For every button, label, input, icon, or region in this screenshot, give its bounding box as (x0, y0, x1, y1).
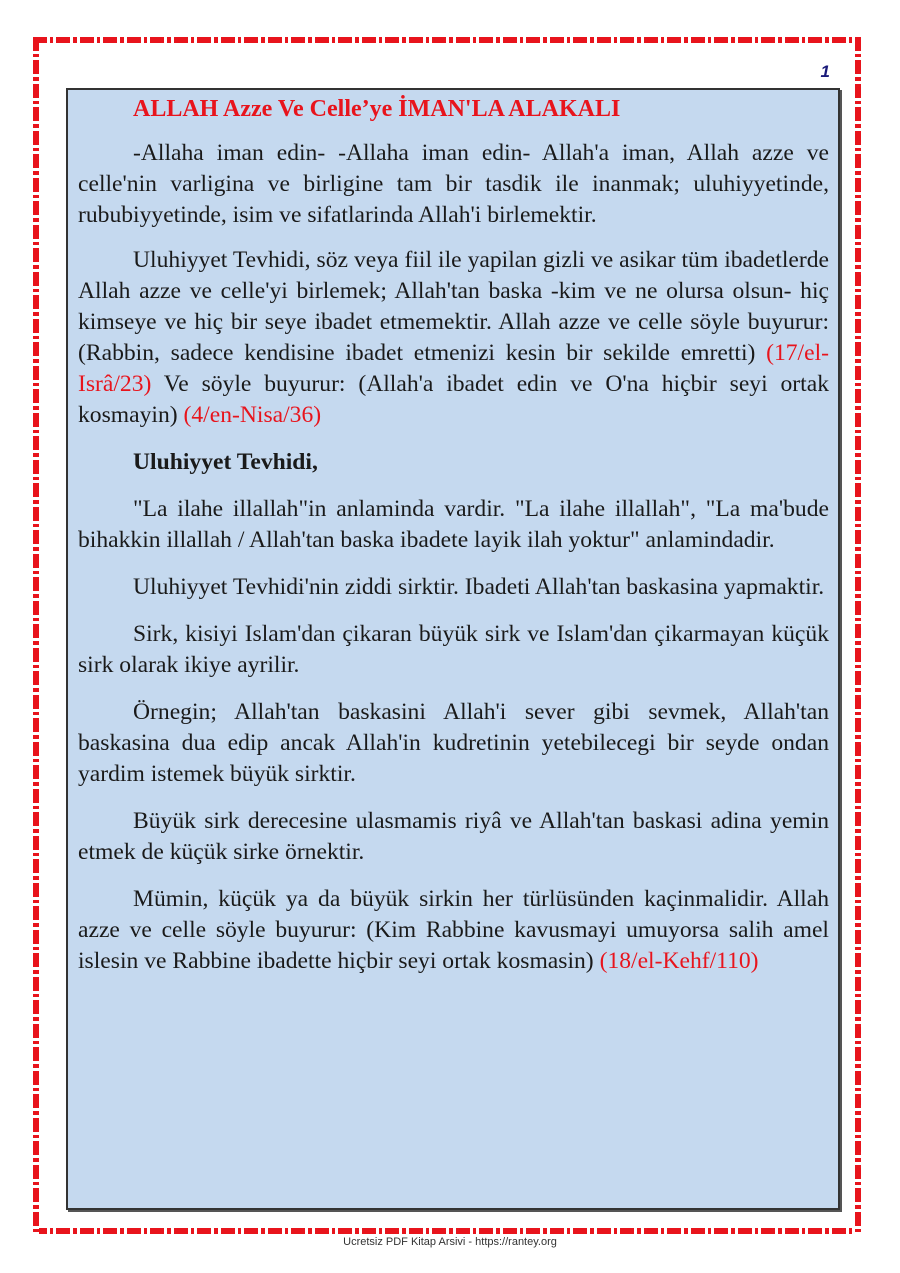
border-right (855, 37, 861, 1234)
verse-reference: (17/el-Isrâ/23) (78, 340, 829, 397)
paragraph-7: Büyük sirk derecesine ulasmamis riyâ ve Allah'tan baskasi adina yemin etmek de küçük sirke örnektir. (78, 808, 829, 865)
border-bottom (33, 1228, 861, 1234)
paragraph-6: Örnegin; Allah'tan baskasini Allah'i sever gibi sevmek, Allah'tan baskasina dua edip ancak Allah'in kudretinin yetebilecegi bir seyde ondan yardim istemek büyük sirktir. (78, 699, 829, 787)
content-box (66, 88, 840, 1210)
paragraph-1: -Allaha iman edin- -Allaha iman edin- Allah'a iman, Allah azze ve celle'nin varligina ve birligine tam bir tasdik ile inanmak; uluhiyyetinde, rububiyyetinde, isim ve sifatlarinda Allah'i birlemektir. (78, 140, 829, 228)
page-number: 1 (820, 62, 830, 81)
paragraph-5: Sirk, kisiyi Islam'dan çikaran büyük sirk ve Islam'dan çikarmayan küçük sirk olarak ikiye ayrilir. (78, 621, 829, 678)
paragraph-8 (78, 884, 829, 977)
border-top (33, 37, 861, 43)
paragraph-8-text: Mümin, küçük ya da büyük sirkin her türlüsünden kaçinmalidir. Allah azze ve celle söyle buyurur: (Kim Rabbine kavusmayi umuyorsa salih amel islesin ve Rabbine ibadette hiçbir seyi ortak kosmasin) (78, 886, 829, 974)
paragraph-3: "La ilahe illallah"in anlaminda vardir. "La ilahe illallah", "La ma'bude bihakkin illallah / Allah'tan baska ibadete layik ilah yoktur" anlamindadir. (78, 496, 829, 553)
paragraph-2-text-2: Ve söyle buyurur: (Allah'a ibadet edin ve O'na hiçbir seyi ortak kosmayin) (78, 371, 829, 428)
verse-reference: (18/el-Kehf/110) (599, 948, 759, 974)
paragraph-4: Uluhiyyet Tevhidi'nin ziddi sirktir. Ibadeti Allah'tan baskasina yapmaktir. (133, 574, 825, 600)
border-left (33, 37, 39, 1234)
subheading: Uluhiyyet Tevhidi, (133, 449, 318, 475)
footer-link[interactable]: Ucretsiz PDF Kitap Arsivi - https://rantey.org (343, 1236, 557, 1248)
paragraph-2 (78, 245, 829, 431)
verse-reference: (4/en-Nisa/36) (183, 402, 322, 428)
paragraph-2-text-1: Uluhiyyet Tevhidi, söz veya fiil ile yapilan gizli ve asikar tüm ibadetlerde Allah azze ve celle'yi birlemek; Allah'tan baska -kim ve ne olursa olsun- hiç kimseye ve hiç bir seye ibadet etmemektir. Allah azze ve celle söyle buyurur: (Rabbin, sadece kendisine ibadet etmenizi kesin bir sekilde emretti) (78, 247, 829, 366)
page-heading: ALLAH Azze Ve Celle’ye İMAN'LA ALAKALI (133, 96, 621, 122)
